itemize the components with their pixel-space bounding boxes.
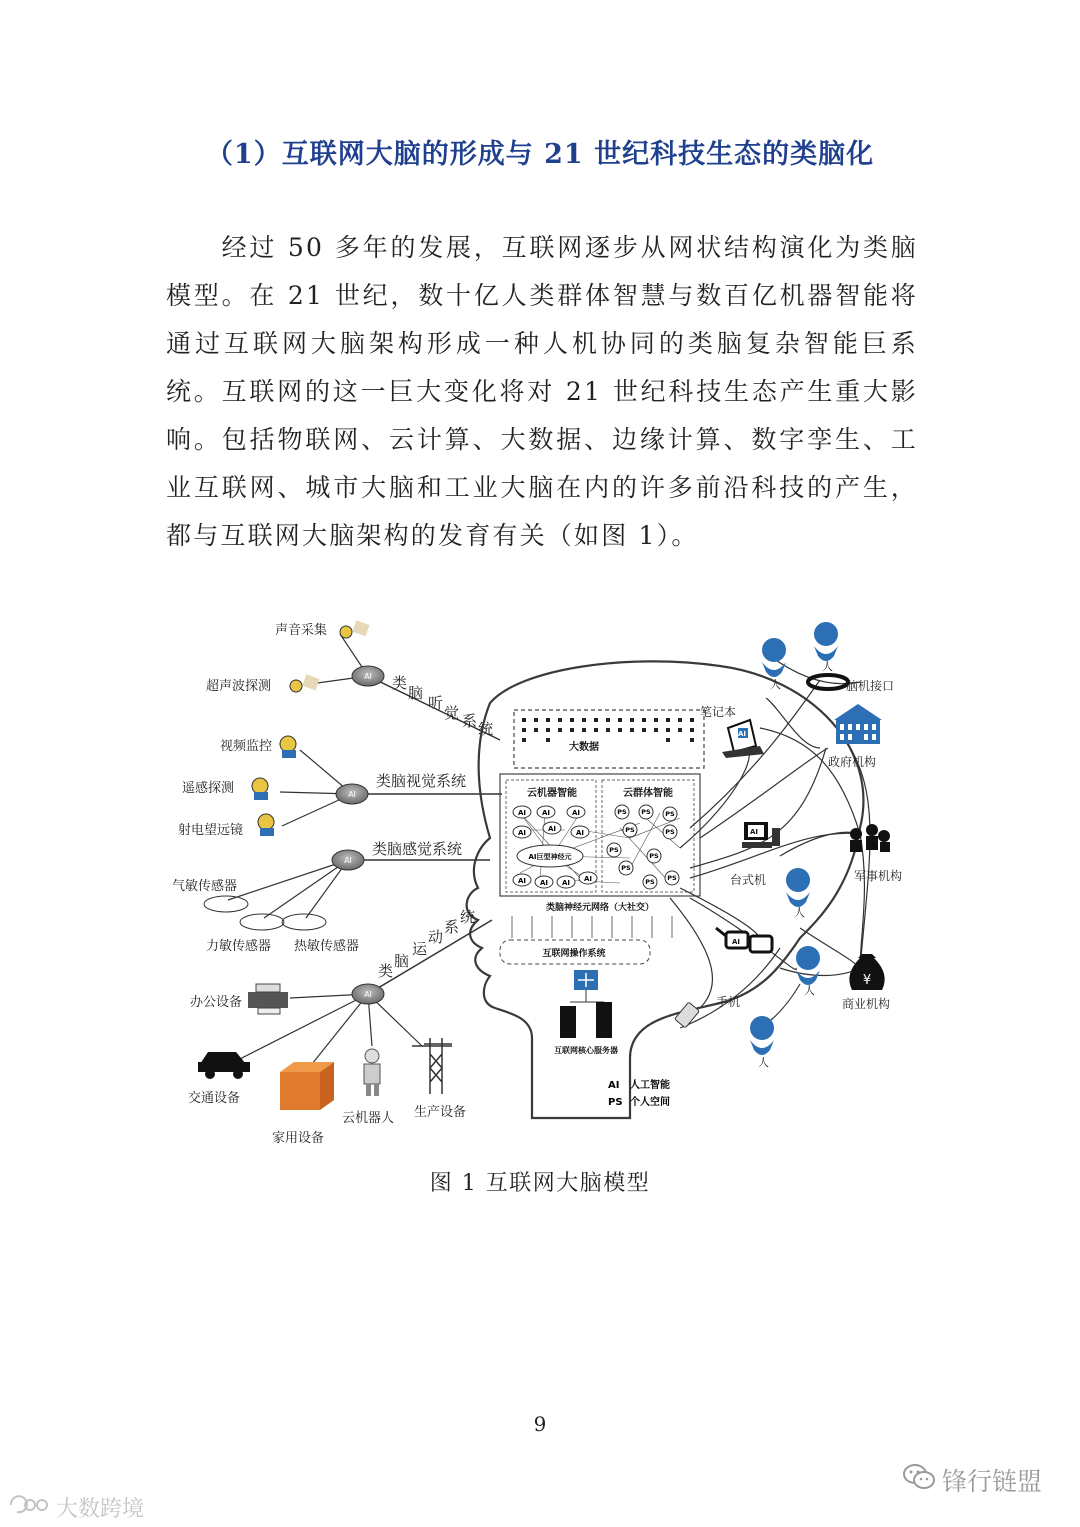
svg-text:类: 类 (392, 674, 408, 692)
svg-text:PS: PS (641, 808, 651, 816)
ps-node (619, 861, 633, 875)
ai-node (513, 826, 531, 838)
oil-pump-icon (412, 1038, 452, 1094)
svg-text:AI: AI (561, 879, 571, 887)
hub-ai (352, 984, 384, 1004)
satellite-icon (252, 778, 268, 800)
sound-sensor-icon (340, 620, 370, 638)
svg-text:AI: AI (344, 856, 352, 865)
ai-node (567, 806, 585, 818)
svg-text:PS: PS (667, 874, 677, 882)
hub-ai (336, 784, 368, 804)
ultrasonic-sensor-icon (290, 674, 320, 692)
giant-neuron (517, 845, 583, 867)
giant-neuron-label: AI巨型神经元 (528, 853, 572, 861)
hearing-system (206, 620, 500, 740)
svg-text:PS: PS (665, 810, 675, 818)
ai-node (537, 806, 555, 818)
svg-text:统: 统 (478, 720, 494, 738)
vision-system (178, 736, 502, 838)
svg-text:AI: AI (583, 875, 593, 883)
svg-text:AI: AI (364, 990, 372, 999)
legend-ai-text: 人工智能 (630, 1080, 670, 1091)
commercial-label: 商业机构 (842, 997, 891, 1011)
person-label: 人 (804, 984, 815, 997)
laptop-ai-text: AI (738, 730, 747, 738)
phone-icon (675, 1002, 700, 1028)
vision-item-video: 视频监控 (220, 739, 273, 754)
svg-text:AI: AI (541, 809, 551, 817)
watermark-left-text: 大数跨境 (56, 1497, 145, 1522)
svg-text:系: 系 (462, 712, 478, 730)
watermark-right-text: 锋行链盟 (942, 1467, 1043, 1496)
ai-node (557, 876, 575, 888)
telescope-icon (258, 814, 274, 836)
svg-text:运: 运 (412, 940, 428, 958)
ai-node (579, 872, 597, 884)
svg-text:系: 系 (444, 918, 460, 936)
bci-label: 脑机接口 (846, 679, 895, 693)
car-icon (198, 1052, 250, 1079)
server-tower-icon (560, 1006, 576, 1038)
sense-item-heat: 热敏传感器 (294, 939, 360, 954)
desktop-icon (742, 822, 780, 848)
figure-internet-brain-model (160, 598, 920, 1158)
ai-node (513, 874, 531, 886)
ps-node (663, 807, 677, 821)
ps-node (647, 849, 661, 863)
svg-text:觉: 觉 (444, 704, 460, 722)
core-os-connectors (512, 916, 672, 938)
vr-glasses-icon (716, 928, 772, 952)
ai-node (535, 876, 553, 888)
svg-text:听: 听 (428, 694, 444, 712)
motion-item-traffic: 交通设备 (188, 1091, 241, 1106)
military-label: 军事机构 (854, 869, 903, 883)
legend-ps-text: 个人空间 (630, 1097, 670, 1108)
desktop-ai-text: AI (750, 828, 759, 836)
ps-node (639, 805, 653, 819)
ps-nodes-core (607, 805, 679, 889)
svg-text:PS: PS (625, 826, 635, 834)
heat-sensor-icon (282, 914, 326, 930)
svg-text:AI: AI (539, 879, 549, 887)
svg-text:AI: AI (517, 829, 527, 837)
ai-node (543, 822, 561, 834)
svg-text:统: 统 (460, 908, 476, 926)
section-heading: （1）互联网大脑的形成与 21 世纪科技生态的类脑化 (205, 139, 875, 170)
big-data-dots (522, 718, 694, 742)
figure-caption: 图 1 互联网大脑模型 (429, 1171, 651, 1196)
cloud-group-label: 云群体智能 (623, 788, 673, 799)
body-paragraph: 经过 50 多年的发展，互联网逐步从网状结构演化为类脑模型。在 21 世纪，数十亿人类群体智慧与数百亿机器智能将通过互联网大脑架构形成一种人机协同的类脑复杂智能巨系统。互联网的这一巨大变化将对 21 世纪科技生态产生重大影响。包括物联网、云计算、大数据、边缘计算、数字孪生、工业互联网、城市大脑和工业大脑在内的许多前沿科技的产生，都与互联网大脑架构的发育有关（如图 1）。 (166, 233, 918, 550)
svg-text:PS: PS (645, 878, 655, 886)
ps-node (607, 843, 621, 857)
desktop-label: 台式机 (730, 873, 767, 887)
person-label: 人 (822, 660, 833, 673)
svg-text:AI: AI (364, 672, 372, 681)
military-icon (850, 824, 890, 852)
legend-ps-abbr: PS (608, 1097, 623, 1108)
hub-ai (332, 850, 364, 870)
svg-text:动: 动 (428, 928, 444, 946)
person-icon (796, 946, 820, 985)
person-icon (750, 1016, 774, 1055)
gas-sensor-icon (204, 896, 248, 912)
hub-ai (352, 666, 384, 686)
ai-node (513, 806, 531, 818)
person-label: 人 (758, 1056, 769, 1069)
cloud-machine-label: 云机器智能 (527, 788, 577, 799)
server-tower-icon (596, 1002, 612, 1038)
sense-item-force: 力敏传感器 (206, 939, 272, 954)
svg-text:PS: PS (665, 828, 675, 836)
svg-text:类: 类 (378, 962, 394, 980)
motion-title (378, 908, 475, 980)
svg-text:PS: PS (649, 852, 659, 860)
hearing-item-sound: 声音采集 (275, 623, 328, 638)
person-icon (762, 638, 786, 677)
watermark-right (902, 1462, 1042, 1498)
money-bag-icon (849, 954, 884, 990)
ai-node (571, 826, 589, 838)
watermark-logo-icon (8, 1494, 52, 1522)
glasses-ai-text: AI (732, 938, 741, 946)
legend-ai-abbr: AI (608, 1080, 620, 1091)
svg-text:PS: PS (617, 808, 627, 816)
ps-node (663, 825, 677, 839)
ps-node (623, 823, 637, 837)
big-data-label: 大数据 (569, 742, 599, 753)
phone-label: 手机 (716, 995, 741, 1009)
wechat-icon (902, 1462, 936, 1498)
sense-item-gas: 气敏传感器 (172, 879, 238, 894)
legend (608, 1078, 670, 1108)
ps-node (615, 805, 629, 819)
appliance-box-icon (280, 1062, 334, 1110)
force-sensor-icon (240, 914, 284, 930)
sense-title: 类脑感觉系统 (372, 840, 463, 858)
ps-node (665, 871, 679, 885)
person-icon (786, 868, 810, 907)
hearing-item-ultrasonic: 超声波探测 (206, 679, 272, 694)
person-labels (758, 660, 833, 1069)
vision-item-remote: 遥感探测 (182, 781, 235, 796)
government-label: 政府机构 (828, 755, 877, 769)
svg-text:AI: AI (517, 877, 527, 885)
robot-icon (364, 1049, 380, 1096)
motion-item-production: 生产设备 (414, 1105, 467, 1120)
government-building-icon (834, 704, 882, 744)
watermark-left (8, 1492, 144, 1523)
laptop-label: 笔记本 (700, 705, 737, 719)
server-router-icon (574, 970, 598, 990)
page-number: 9 (533, 1412, 547, 1436)
os-label: 互联网操作系统 (542, 949, 606, 959)
laptop-icon (722, 720, 764, 758)
vision-title: 类脑视觉系统 (376, 772, 467, 790)
servers-label: 互联网核心服务器 (554, 1046, 618, 1055)
svg-text:AI: AI (547, 825, 557, 833)
printer-icon (248, 984, 288, 1014)
motion-item-home: 家用设备 (272, 1131, 325, 1146)
vision-item-radio: 射电望远镜 (178, 823, 244, 838)
yen-sign: ¥ (862, 973, 872, 988)
person-label: 人 (770, 678, 781, 691)
person-icon (814, 622, 838, 661)
svg-text:脑: 脑 (408, 684, 424, 702)
svg-text:AI: AI (571, 809, 581, 817)
svg-text:AI: AI (575, 829, 585, 837)
network-label: 类脑神经元网络（大社交） (545, 903, 655, 913)
svg-text:PS: PS (621, 864, 631, 872)
person-label: 人 (794, 906, 805, 919)
motion-item-robot: 云机器人 (342, 1111, 395, 1126)
svg-text:AI: AI (348, 790, 356, 799)
camera-icon (280, 736, 296, 758)
ps-node (643, 875, 657, 889)
svg-text:PS: PS (609, 846, 619, 854)
svg-text:AI: AI (517, 809, 527, 817)
svg-text:脑: 脑 (394, 952, 410, 970)
motion-item-office: 办公设备 (190, 995, 243, 1010)
hearing-title (392, 674, 493, 738)
